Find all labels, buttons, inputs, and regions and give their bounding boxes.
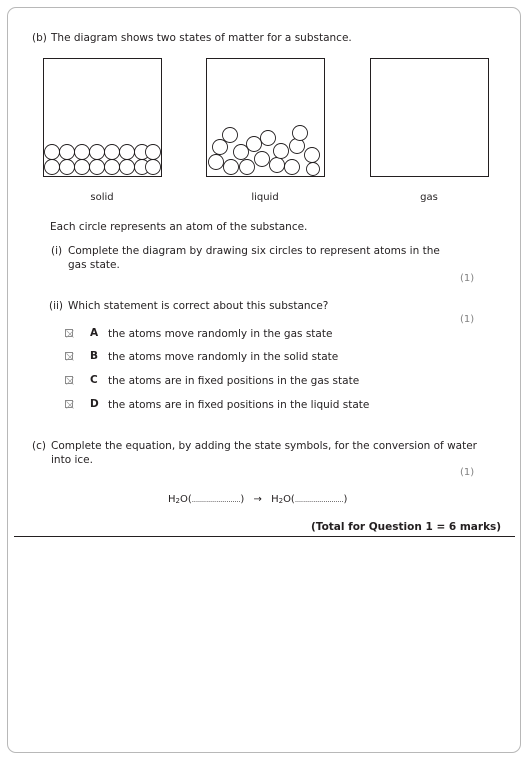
close-paren-right: ) (343, 494, 348, 505)
option-c-text: the atoms are in fixed positions in the gas state (108, 375, 360, 387)
part-c-line2: into ice. (51, 454, 93, 466)
divider (14, 536, 515, 537)
option-b-text: the atoms move randomly in the solid state (108, 351, 339, 363)
cross-icon (66, 401, 74, 409)
option-a-text: the atoms move randomly in the gas state (108, 328, 333, 340)
option-d-text: the atoms are in fixed positions in the liquid state (108, 399, 370, 411)
part-b-label: (b) (32, 32, 47, 44)
arrow-icon: → (253, 494, 262, 505)
option-d-checkbox[interactable] (65, 400, 73, 408)
caption-solid: solid (90, 192, 114, 203)
ice-formula-sub: 2 (278, 497, 284, 505)
part-c-label: (c) (32, 440, 46, 452)
q-i-label: (i) (51, 245, 63, 257)
gas-box (370, 58, 489, 177)
part-b-intro: The diagram shows two states of matter for a substance. (51, 32, 352, 44)
water-formula-o: O( (180, 494, 192, 505)
q-ii-text: Which statement is correct about this substance? (68, 300, 329, 312)
solid-box (43, 58, 162, 177)
option-a-letter: A (90, 327, 99, 339)
option-b-letter: B (90, 350, 99, 362)
liquid-atoms (207, 59, 324, 176)
option-b-checkbox[interactable] (65, 352, 73, 360)
water-formula-sub: 2 (175, 497, 180, 505)
solid-atoms (44, 59, 161, 176)
equation (168, 494, 347, 505)
q-i-marks: (1) (460, 273, 475, 284)
ice-formula-h: H (271, 494, 279, 505)
part-c-marks: (1) (460, 467, 475, 478)
caption-gas: gas (420, 192, 438, 203)
caption-liquid: liquid (251, 192, 279, 203)
q-ii-label: (ii) (49, 300, 64, 312)
cross-icon (66, 377, 74, 385)
option-d-letter: D (90, 398, 99, 410)
liquid-box (206, 58, 325, 177)
total-marks: (Total for Question 1 = 6 marks) (311, 521, 502, 533)
atom-note: Each circle represents an atom of the substance. (50, 221, 308, 233)
close-paren-left: ) (240, 494, 245, 505)
q-ii-marks: (1) (460, 314, 475, 325)
ice-formula-o: O( (283, 494, 295, 505)
cross-icon (66, 353, 74, 361)
option-a-checkbox[interactable] (65, 329, 73, 337)
state-blank-left[interactable]: ........................ (191, 496, 241, 504)
option-c-checkbox[interactable] (65, 376, 73, 384)
q-i-line1: Complete the diagram by drawing six circles to represent atoms in the (68, 245, 440, 257)
state-blank-right[interactable]: ........................ (294, 496, 344, 504)
option-c-letter: C (90, 374, 98, 386)
cross-icon (66, 330, 74, 338)
part-c-line1: Complete the equation, by adding the state symbols, for the conversion of water (51, 440, 478, 452)
water-formula-h: H (168, 494, 176, 505)
q-i-line2: gas state. (68, 259, 120, 271)
